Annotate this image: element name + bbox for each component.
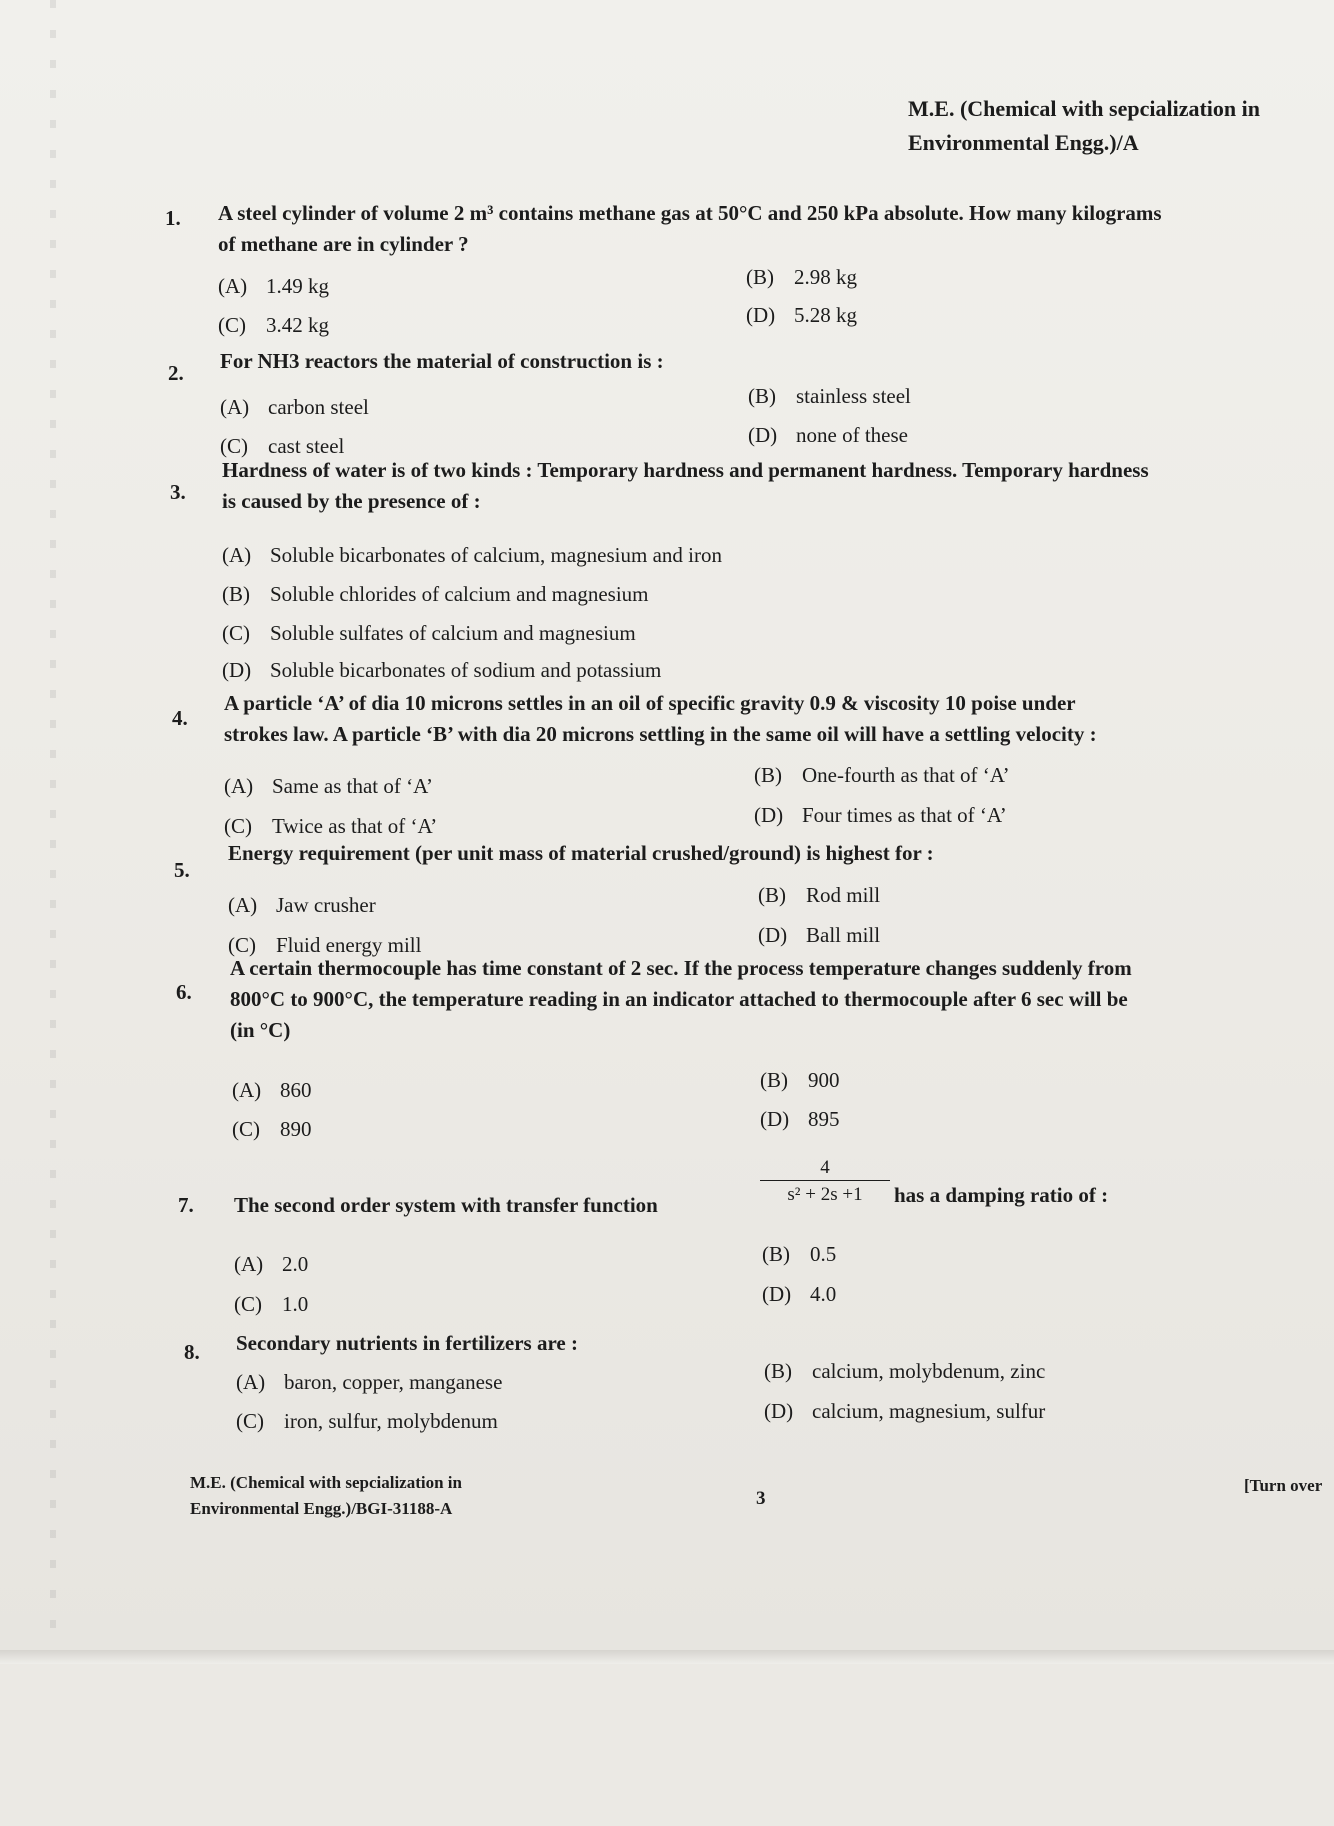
question-text [218,198,1162,260]
option-a: (A) Jaw crusher [228,893,376,917]
page-number: 3 [756,1488,766,1509]
question-line: Secondary nutrients in fertilizers are : [236,1331,578,1355]
option-c: (C) 3.42 kg [218,313,329,337]
option-d: (D) 5.28 kg [746,303,857,327]
option-d: (D) Soluble bicarbonates of sodium and potassium [222,658,662,682]
question-line: Energy requirement (per unit mass of material crushed/ground) is highest for : [228,841,934,865]
question-line: A steel cylinder of volume 2 m³ contains methane gas at 50°C and 250 kPa absolute. How many kilograms [218,201,1162,225]
question-text [224,688,1097,750]
option-c: (C) Soluble sulfates of calcium and magnesium [222,621,636,645]
transfer-function-fraction [760,1156,890,1209]
question-line: is caused by the presence of : [222,489,481,513]
question-number: 2. [168,361,184,385]
binding-edge [50,0,56,1650]
option-a: (A) carbon steel [220,395,369,419]
page-footer [190,1470,462,1522]
question-text: The second order system with transfer function [234,1193,658,1217]
option-a: (A) Soluble bicarbonates of calcium, magnesium and iron [222,543,722,567]
option-c: (C) cast steel [220,434,345,458]
option-b: (B) calcium, molybdenum, zinc [764,1359,1046,1383]
question-line: 800°C to 900°C, the temperature reading in an indicator attached to thermocouple after 6 sec will be [230,987,1128,1011]
option-a: (A) Same as that of ‘A’ [224,774,433,798]
question-text [230,953,1132,1046]
question-text [236,1328,578,1359]
option-d: (D) Four times as that of ‘A’ [754,803,1007,827]
fraction-denominator: s² + 2s +1 [787,1184,863,1205]
question-text [222,455,1149,517]
question-line: strokes law. A particle ‘B’ with dia 20 microns settling in the same oil will have a settling velocity : [224,722,1097,746]
question-line: (in °C) [230,1018,291,1042]
turn-over-note: [Turn over [1244,1476,1323,1495]
header-line-2: Environmental Engg.)/A [908,130,1139,155]
question-number: 7. [178,1193,194,1217]
paper-header [908,92,1260,160]
question-line: A particle ‘A’ of dia 10 microns settles in an oil of specific gravity 0.9 & viscosity 10 poise under [224,691,1076,715]
footer-line-2: Environmental Engg.)/BGI-31188-A [190,1499,453,1518]
question-number: 4. [172,706,188,730]
option-b: (B) stainless steel [748,384,911,408]
footer-line-1: M.E. (Chemical with sepcialization in [190,1473,462,1492]
page-bottom-margin [0,1664,1334,1826]
question-number: 6. [176,980,192,1004]
question-text [220,346,664,377]
option-a: (A) 2.0 [234,1252,309,1276]
option-d: (D) 4.0 [762,1282,837,1306]
option-c: (C) Fluid energy mill [228,933,422,957]
option-d: (D) none of these [748,423,908,447]
option-b: (B) Soluble chlorides of calcium and magnesium [222,582,649,606]
question-number: 5. [174,858,190,882]
question-number: 3. [170,480,186,504]
option-a: (A) 860 [232,1078,312,1102]
question-line: of methane are in cylinder ? [218,232,469,256]
question-number: 1. [165,206,181,230]
option-a: (A) baron, copper, manganese [236,1370,503,1394]
header-line-1: M.E. (Chemical with sepcialization in [908,96,1260,121]
question-text [228,838,934,869]
option-b: (B) 900 [760,1068,840,1092]
option-b: (B) 0.5 [762,1242,837,1266]
question-number: 8. [184,1340,200,1364]
option-b: (B) Rod mill [758,883,881,907]
option-c: (C) Twice as that of ‘A’ [224,814,438,838]
option-d: (D) 895 [760,1107,840,1131]
option-a: (A) 1.49 kg [218,274,329,298]
question-line: Hardness of water is of two kinds : Temporary hardness and permanent hardness. Temporary hardness [222,458,1149,482]
question-line: A certain thermocouple has time constant of 2 sec. If the process temperature changes suddenly from [230,956,1132,980]
page-fold [0,1650,1334,1664]
option-c: (C) 890 [232,1117,312,1141]
option-d: (D) Ball mill [758,923,881,947]
option-b: (B) 2.98 kg [746,265,857,289]
option-c: (C) 1.0 [234,1292,309,1316]
question-line: For NH3 reactors the material of construction is : [220,349,664,373]
question-text-continued: has a damping ratio of : [894,1183,1109,1207]
option-c: (C) iron, sulfur, molybdenum [236,1409,498,1433]
option-d: (D) calcium, magnesium, sulfur [764,1399,1046,1423]
fraction-numerator: 4 [820,1157,830,1178]
option-b: (B) One-fourth as that of ‘A’ [754,763,1010,787]
